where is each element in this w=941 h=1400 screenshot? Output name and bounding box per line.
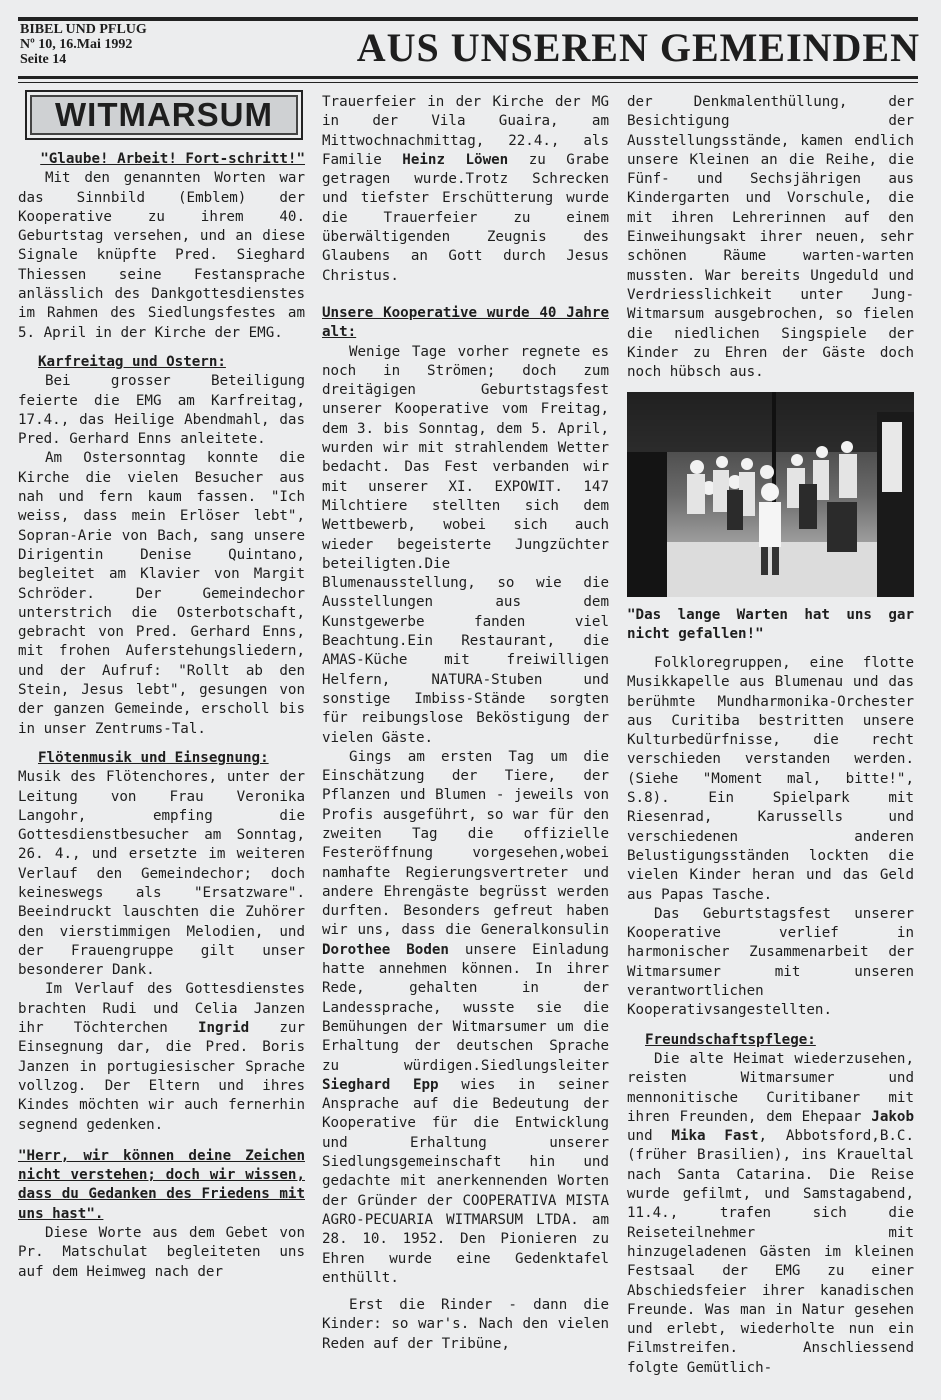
headline-freundschaft: Freundschaftspflege: <box>645 1031 816 1048</box>
masthead-bottom-rule <box>18 76 918 79</box>
headline-herr-wir: "Herr, wir können deine Zeichen nicht verstehen; doch wir wissen, dass du Gedanken des Friedens mit uns hast". <box>18 1147 305 1222</box>
section-title: AUS UNSEREN GEMEINDEN <box>356 25 920 70</box>
photo-caption: "Das lange Warten hat uns gar nicht gefallen!" <box>627 607 914 642</box>
paragraph: Folkloregruppen, eine flotte Musikkapelle aus Blumenau und das berühmte Mundharmonika-Orchester aus Curitiba bestritten unsere Kulturbedürfnisse, die recht verschieden verstanden werden. (Siehe "Moment mal, bitte!", S.8). Ein Spielpark mit Riesenrad, Karussells und verschiedenen anderen Belustigungsständen lockten die vielen Kinder heran und das Geld aus Papas Tasche. <box>627 655 914 903</box>
paragraph: Diese Worte aus dem Gebet von Pr. Matschulat begleiteten uns auf dem Heimweg nach der <box>18 1225 305 1280</box>
masthead-info <box>20 22 147 67</box>
paragraph: Mit den genannten Worten war das Sinnbild (Emblem) der Kooperative zu ihrem 40. Geburtstag versehen, und an diese Signale knüpfte Pred. Sieghard Thiessen seine Festansprache anlässlich des Dankgottesdienstes im Rahmen des Siedlungsfestes am 5. April in der Kirche der EMG. <box>18 170 305 341</box>
paragraph: Im Verlauf des Gottesdienstes brachten Rudi und Celia Janzen ihr Töchterchen Ingrid zur Einsegnung dar, die Pred. Boris Janzen in portugiesischer Sprache vollzog. Der Eltern und ihres Kindes möchten wir auch fernerhin segnend gedenken. <box>18 981 305 1133</box>
publication-name: BIBEL UND PFLUG <box>20 22 147 37</box>
issue-date: Nº 10, 16.Mai 1992 <box>20 37 133 52</box>
paragraph: Erst die Rinder - dann die Kinder: so war's. Nach den vielen Reden auf der Tribüne, <box>322 1297 609 1352</box>
masthead-bottom-rule-thin <box>18 82 918 83</box>
top-rule <box>18 17 918 21</box>
paragraph: Musik des Flötenchores, unter der Leitung von Frau Veronika Langohr, empfing die Gottesdienstbesucher am Sonntag, 26. 4., und ersetzte im weiteren Verlauf den Gemeindechor; doch keineswegs als "Ersatzware". Beeindruckt lauschten die Zuhörer den vierstimmigen Melodien, und der Frauengruppe gilt unser besonderer Dank. <box>18 769 305 979</box>
headline-glaube: "Glaube! Arbeit! Fort-schritt!" <box>40 151 305 167</box>
column-2 <box>322 93 609 1354</box>
paragraph: Bei grosser Beteiligung feierte die EMG am Karfreitag, 17.4., das Heilige Abendmahl, das Pred. Gerhard Enns anleitete. <box>18 373 305 448</box>
children-photo <box>627 392 914 597</box>
paragraph: Das Geburtstagsfest unserer Kooperative verlief in harmonischer Zusammenarbeit der Witmarsumer mit unseren verantwortlichen Kooperativsangestellten. <box>627 905 914 1019</box>
town-name-box <box>25 90 303 140</box>
column-3 <box>627 93 914 382</box>
page-number: Seite 14 <box>20 52 67 67</box>
paragraph: Gings am ersten Tag um die Einschätzung der Tiere, der Pflanzen und Blumen - jeweils von Profis ausgeführt, so war für den zweiten Tag die offizielle Festeröffnung vorgesehen,wobei namhafte Regierungsvertreter und andere Ehrengäste begrüsst werden durften. Besonders gefreut haben wir uns, dass die Generalkonsulin Dorothee Boden unsere Einladung hatte annehmen können. In ihrer Rede, gehalten in der Landessprache, wusste sie die Bemühungen der Witmarsumer um die Erhaltung der deutschen Sprache zu würdigen.Siedlungsleiter Sieghard Epp wies in seiner Ansprache auf die Bedeutung der Kooperative für die Entwicklung und Erhaltung unserer Siedlungsgemeinschaft hin und gedachte mit anerkennenden Worten der Gründer der COOPERATIVA MISTA AGRO-PECUARIA WITMARSUM LTDA. am 28. 10. 1952. Den Pionieren zu Ehren wurde eine Gedenktafel enthüllt. <box>322 748 609 1286</box>
paragraph: Wenige Tage vorher regnete es noch in Strömen; doch zum dreitägigen Geburtstagsfest unserer Kooperative vom Freitag, dem 3. bis Sonntag, dem 5. April, wurden wir mit strahlendem Wetter bedacht. Das Fest verbanden wir mit unserer XI. EXPOWIT. 147 Milchtiere stellten sich dem Wettbewerb, wobei sich auch wieder begeisterte Jungzüchter beteiligten.Die Blumenausstellung, so wie die Ausstellungen aus dem Kunstgewerbe fanden viel Beachtung.Ein Restaurant, die AMAS-Küche mit freiwilligen Helfern, NATURA-Stuben und sonstige Imbiss-Stände sorgten für reibungslose Beköstigung der vielen Gäste. <box>322 343 609 746</box>
headline-karfreitag: Karfreitag und Ostern: <box>38 353 226 370</box>
headline-kooperative: Unsere Kooperative wurde 40 Jahre alt: <box>322 304 609 341</box>
column-1 <box>18 150 305 1282</box>
paragraph: der Denkmalenthüllung, der Besichtigung der Ausstellungsstände, kamen endlich unsere Kleinen an die Reihe, die Fünf- und Sechsjährigen aus Kindergarten und Vorschule, die mit ihren Lehrerinnen auf den Einweihungsakt ihrer neuen, sehr schönen Räume warten-warten mussten. War bereits Ungeduld und Verdriesslichkeit unter Jung-Witmarsum ausgebrochen, so fielen die niedlichen Singspiele der Kinder zu Ehren der Gäste doch noch hübsch aus. <box>627 94 914 381</box>
paragraph: Trauerfeier in der Kirche der MG in der Vila Guaira, am Mittwochnachmittag, 22.4., als Familie Heinz Löwen zu Grabe getragen wurde.Trotz Schrecken und tiefster Erschütterung wurde die Trauerfeier zu einem überwältigenden Zeugnis des Glaubens an Gott durch Jesus Christus. <box>322 94 609 284</box>
column-3-lower <box>627 654 914 1378</box>
paragraph: Die alte Heimat wiederzusehen, reisten Witmarsumer und mennonitische Curitibaner mit ihren Freunden, dem Ehepaar Jakob und Mika Fast, Abbotsford,B.C. (früher Brasilien), ins Kraueltal nach Santa Catarina. Die Reise wurde gefilmt, und Samstagabend, 11.4., trafen sich die Reiseteilnehmer mit hinzugeladenen Gästen im kleinen Festsaal der EMG zu einer Abschiedsfeier ihrer kanadischen Freunde. Was man in Natur gesehen und erlebt, wiederholte nun ein Filmstreifen. Anschliessend folgte Gemütlich- <box>627 1050 914 1376</box>
town-name: WITMARSUM <box>55 96 273 133</box>
headline-floetenmusik: Flötenmusik und Einsegnung: <box>38 749 269 766</box>
paragraph: Am Ostersonntag konnte die Kirche die vielen Besucher aus nah und fern kaum fassen. "Ich weiss, dass mein Erlöser lebt", Sopran-Arie von Bach, sang unsere Dirigentin Denise Quintano, begleitet am Klavier von Margit Schröder. Der Gemeindechor unterstrich die Osterbotschaft, gebracht von Pred. Gerhard Enns, mit frohen Auferstehungsliedern, und der Aufruf: "Rollt ab den Stein, Jesus lebt", gesungen von der ganzen Gemeinde, erscholl bis in unser Zentrums-Tal. <box>18 450 305 737</box>
